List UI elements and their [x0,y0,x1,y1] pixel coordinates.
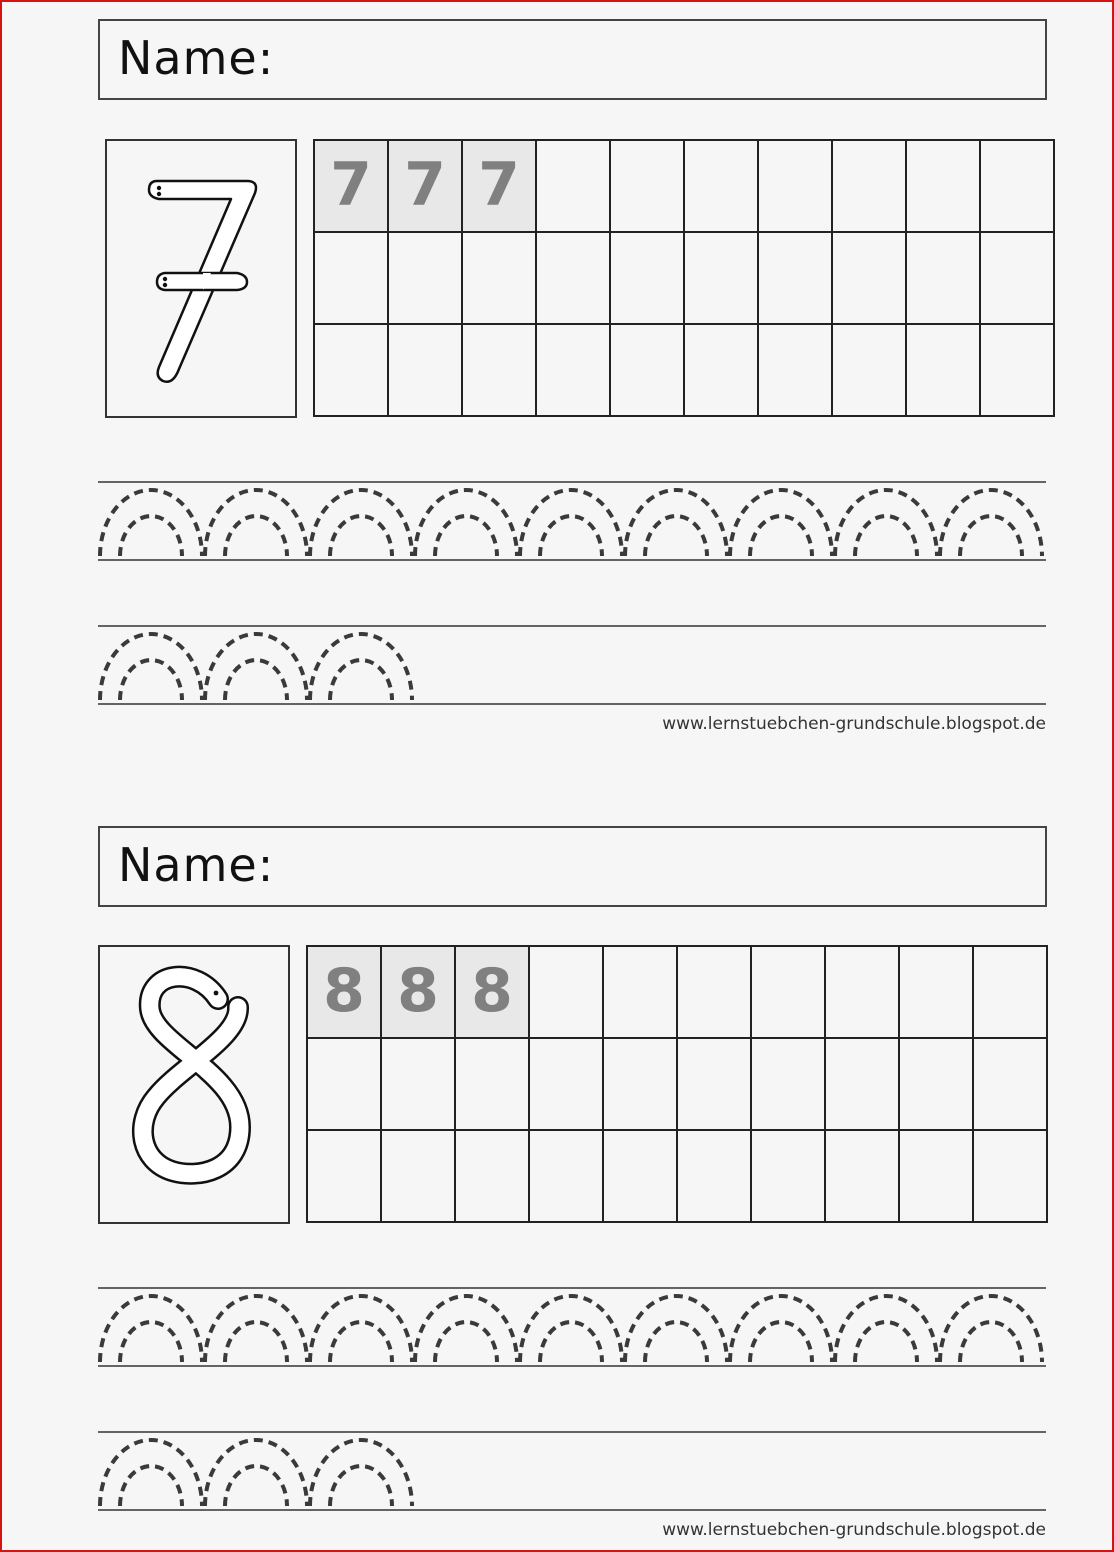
dashed-arc-inner [750,516,812,556]
dashed-arc-outer [415,490,517,556]
practice-cell[interactable] [833,325,907,417]
practice-cell[interactable] [530,1131,604,1223]
practice-cell[interactable] [900,947,974,1039]
practice-cell[interactable] [315,233,389,325]
dashed-arc-outer [205,1296,307,1362]
practice-cell[interactable] [826,947,900,1039]
dashed-arc-outer [100,490,202,556]
practice-cell[interactable] [611,233,685,325]
name-field[interactable] [98,826,1047,907]
dashed-arc-outer [940,1296,1042,1362]
digit-model-8 [98,945,290,1224]
name-label: Name: [118,31,275,85]
practice-cell[interactable] [611,141,685,233]
practice-cell[interactable] [456,1039,530,1131]
arc-tracing-row-partial[interactable] [96,614,1052,714]
practice-cell[interactable] [678,1131,752,1223]
dashed-arc-inner [330,1322,392,1362]
practice-cell[interactable] [759,233,833,325]
dashed-arc-outer [625,490,727,556]
arc-tracing-row-full[interactable] [96,470,1052,570]
dashed-arc-inner [330,1466,392,1506]
practice-cell[interactable] [308,1039,382,1131]
dashed-arc-inner [435,1322,497,1362]
practice-cell[interactable] [685,325,759,417]
digit-seven-outline [107,141,295,416]
dashed-arc-outer [205,1440,307,1506]
dashed-arc-outer [835,1296,937,1362]
practice-cell[interactable] [752,1039,826,1131]
dashed-arc-outer [835,490,937,556]
practice-cell[interactable] [833,233,907,325]
dashed-arc-inner [435,516,497,556]
dashed-arc-inner [960,516,1022,556]
practice-cell[interactable] [463,141,537,233]
arc-tracing-row-full[interactable] [96,1276,1052,1376]
practice-cell[interactable] [315,141,389,233]
practice-cell[interactable] [537,233,611,325]
practice-cell[interactable] [685,141,759,233]
practice-cell[interactable] [611,325,685,417]
trace-digit: 7 [404,150,446,220]
practice-grid-8 [306,945,1048,1223]
practice-grid-7 [313,139,1055,417]
dashed-arc-inner [960,1322,1022,1362]
practice-cell[interactable] [308,1131,382,1223]
dashed-arc-inner [855,516,917,556]
trace-digit: 8 [323,956,365,1026]
trace-digit: 8 [471,956,513,1026]
dashed-arc-inner [120,660,182,700]
practice-cell[interactable] [752,947,826,1039]
practice-cell[interactable] [974,1131,1048,1223]
dashed-arc-outer [730,1296,832,1362]
website-footer: www.lernstuebchen-grundschule.blogspot.de [662,1520,1046,1540]
dashed-arc-outer [730,490,832,556]
digit-eight-outline [100,947,288,1222]
dashed-arc-outer [520,1296,622,1362]
practice-cell[interactable] [389,325,463,417]
practice-cell[interactable] [974,947,1048,1039]
dashed-arc-inner [225,1466,287,1506]
dashed-arc-outer [310,1296,412,1362]
practice-cell[interactable] [907,233,981,325]
dashed-arc-inner [540,1322,602,1362]
practice-cell[interactable] [456,1131,530,1223]
dashed-arc-outer [205,634,307,700]
dashed-arc-outer [625,1296,727,1362]
trace-digit: 7 [330,150,372,220]
dashed-arc-outer [100,1440,202,1506]
practice-cell[interactable] [826,1039,900,1131]
practice-cell[interactable] [752,1131,826,1223]
dashed-arc-inner [750,1322,812,1362]
dashed-arc-inner [225,660,287,700]
practice-cell[interactable] [604,1039,678,1131]
dashed-arc-inner [540,516,602,556]
practice-cell[interactable] [981,141,1055,233]
digit-model-7 [105,139,297,418]
dashed-arc-inner [225,1322,287,1362]
practice-cell[interactable] [678,947,752,1039]
practice-cell[interactable] [907,325,981,417]
practice-cell[interactable] [974,1039,1048,1131]
dashed-arc-inner [330,660,392,700]
practice-cell[interactable] [759,141,833,233]
practice-cell[interactable] [678,1039,752,1131]
practice-cell[interactable] [900,1131,974,1223]
practice-cell[interactable] [530,947,604,1039]
dashed-arc-outer [520,490,622,556]
practice-cell[interactable] [537,325,611,417]
name-label: Name: [118,838,275,892]
practice-cell[interactable] [463,325,537,417]
trace-digit: 8 [397,956,439,1026]
trace-digit: 7 [478,150,520,220]
practice-cell[interactable] [382,947,456,1039]
practice-cell[interactable] [833,141,907,233]
practice-cell[interactable] [826,1131,900,1223]
practice-cell[interactable] [604,1131,678,1223]
dashed-arc-inner [645,516,707,556]
practice-cell[interactable] [463,233,537,325]
practice-cell[interactable] [308,947,382,1039]
practice-cell[interactable] [604,947,678,1039]
practice-cell[interactable] [389,233,463,325]
practice-cell[interactable] [530,1039,604,1131]
practice-cell[interactable] [759,325,833,417]
practice-cell[interactable] [382,1131,456,1223]
practice-cell[interactable] [981,233,1055,325]
dashed-arc-inner [645,1322,707,1362]
practice-cell[interactable] [315,325,389,417]
dashed-arc-outer [100,634,202,700]
practice-cell[interactable] [537,141,611,233]
dashed-arc-inner [120,516,182,556]
dashed-arc-outer [940,490,1042,556]
practice-cell[interactable] [456,947,530,1039]
dashed-arc-inner [855,1322,917,1362]
practice-cell[interactable] [685,233,759,325]
practice-cell[interactable] [900,1039,974,1131]
dashed-arc-inner [225,516,287,556]
dashed-arc-outer [310,490,412,556]
dashed-arc-outer [100,1296,202,1362]
dashed-arc-outer [310,1440,412,1506]
arc-tracing-row-partial[interactable] [96,1420,1052,1520]
dashed-arc-inner [330,516,392,556]
dashed-arc-inner [120,1466,182,1506]
practice-cell[interactable] [389,141,463,233]
practice-cell[interactable] [981,325,1055,417]
dashed-arc-outer [205,490,307,556]
dashed-arc-inner [120,1322,182,1362]
dashed-arc-outer [310,634,412,700]
name-field[interactable] [98,19,1047,100]
practice-cell[interactable] [382,1039,456,1131]
dashed-arc-outer [415,1296,517,1362]
website-footer: www.lernstuebchen-grundschule.blogspot.de [662,714,1046,734]
practice-cell[interactable] [907,141,981,233]
